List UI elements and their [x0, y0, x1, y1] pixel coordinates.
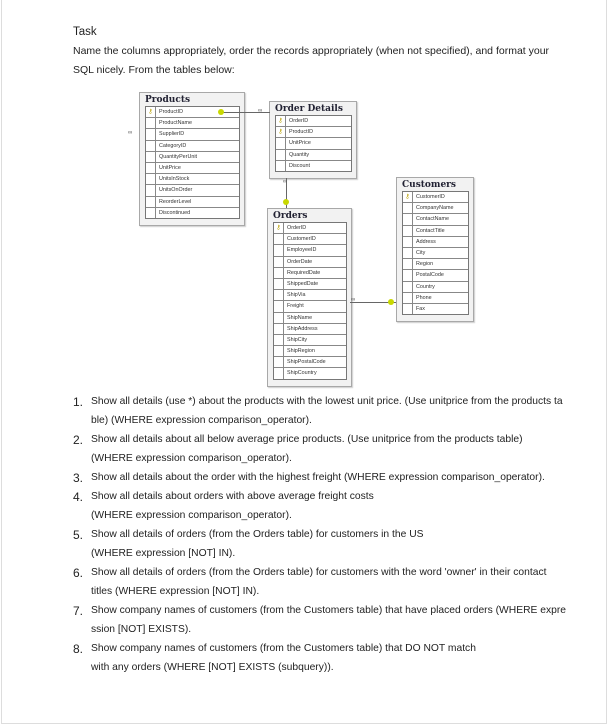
- column-row: [274, 257, 346, 268]
- column-name: OrderID: [289, 118, 309, 124]
- question-text-line: (WHERE expression [NOT] IN).: [91, 548, 236, 559]
- many-connector-icon: ∞: [283, 179, 288, 185]
- column-row: [146, 163, 239, 174]
- column-row: [274, 357, 346, 368]
- column-name: Discount: [289, 162, 310, 169]
- column-name: CustomerID: [416, 194, 445, 200]
- key-connector-icon: [283, 199, 289, 205]
- column-row: [274, 268, 346, 279]
- column-row: [146, 141, 239, 152]
- primary-key-icon: ⚷: [274, 223, 284, 233]
- column-name: ShipCity: [287, 336, 308, 343]
- row-selector: [403, 293, 413, 303]
- orders-table: [267, 208, 352, 387]
- many-connector-icon: ∞: [128, 130, 133, 136]
- row-selector: [274, 301, 284, 311]
- column-row: [146, 129, 239, 140]
- column-row: [146, 185, 239, 196]
- column-row: [274, 368, 346, 378]
- column-row: [403, 192, 468, 203]
- table-title: Orders: [273, 211, 308, 221]
- column-row: [146, 174, 239, 185]
- intro-line-1: Name the columns appropriately, order the records appropriately (when not specified), and format your: [73, 45, 550, 57]
- row-selector: [403, 270, 413, 280]
- row-selector: [403, 203, 413, 213]
- column-name: ContactName: [416, 216, 449, 223]
- column-row: [276, 150, 351, 161]
- row-selector: [146, 129, 156, 139]
- column-row: [403, 214, 468, 225]
- column-row: [403, 282, 468, 293]
- column-name: OrderID: [287, 225, 307, 231]
- column-list: [275, 115, 352, 172]
- row-selector: [403, 226, 413, 236]
- question-number: 5.: [73, 528, 84, 542]
- column-name: City: [416, 249, 426, 256]
- column-row: [274, 324, 346, 335]
- column-row: [274, 234, 346, 245]
- row-selector: [146, 208, 156, 218]
- question-text-line: Show all details of orders (from the Orders table) for customers with the word 'owner' in their contact: [91, 567, 547, 578]
- question-text-line: Show company names of customers (from the Customers table) that DO NOT match: [91, 643, 476, 654]
- column-name: Freight: [287, 303, 304, 310]
- column-row: [274, 335, 346, 346]
- column-name: Country: [416, 283, 435, 290]
- column-name: EmployeeID: [287, 247, 317, 254]
- column-name: ShipRegion: [287, 348, 315, 355]
- row-selector: [146, 118, 156, 128]
- row-selector: [403, 214, 413, 224]
- column-row: [403, 237, 468, 248]
- relation-products-orderdetails: [222, 112, 270, 113]
- column-name: ShipVia: [287, 292, 306, 299]
- column-name: PostalCode: [416, 272, 444, 279]
- order-details-table: [269, 101, 357, 179]
- question-text-line: ssion [NOT] EXISTS).: [91, 624, 192, 635]
- column-row: [276, 116, 351, 127]
- column-name: SupplierID: [159, 131, 185, 138]
- column-name: UnitsOnOrder: [159, 187, 193, 194]
- question-text-line: (WHERE expression comparison_operator).: [91, 453, 292, 464]
- question-text-line: Show all details of orders (from the Orders table) for customers in the US: [91, 529, 424, 540]
- question-text-line: ble) (WHERE expression comparison_operator).: [91, 415, 312, 426]
- key-connector-icon: [218, 109, 224, 115]
- column-name: Fax: [416, 305, 425, 312]
- column-name: ShipAddress: [287, 325, 318, 332]
- column-name: ProductID: [159, 109, 183, 115]
- column-name: ShipCountry: [287, 370, 317, 377]
- column-name: Phone: [416, 294, 432, 301]
- column-list: [145, 106, 240, 219]
- primary-key-icon: ⚷: [146, 107, 156, 117]
- column-row: [274, 245, 346, 256]
- question-number: 8.: [73, 642, 84, 656]
- column-row: [274, 279, 346, 290]
- column-name: CompanyName: [416, 205, 454, 212]
- primary-key-icon: ⚷: [403, 192, 413, 202]
- column-row: [403, 259, 468, 270]
- column-name: CustomerID: [287, 236, 316, 243]
- question-number: 7.: [73, 604, 84, 618]
- primary-key-icon: ⚷: [276, 116, 286, 126]
- column-list: [402, 191, 469, 315]
- column-row: [274, 313, 346, 324]
- column-row: [403, 248, 468, 259]
- question-text-line: Show company names of customers (from the Customers table) that have placed orders (WHERE expre: [91, 605, 566, 616]
- column-row: [146, 208, 239, 218]
- column-name: Address: [416, 238, 436, 245]
- row-selector: [276, 161, 286, 171]
- row-selector: [403, 248, 413, 258]
- question-text-line: (WHERE expression comparison_operator).: [91, 510, 292, 521]
- row-selector: [146, 141, 156, 151]
- row-selector: [274, 368, 284, 378]
- row-selector: [403, 237, 413, 247]
- task-heading: Task: [73, 26, 97, 38]
- column-list: [273, 222, 347, 380]
- row-selector: [274, 346, 284, 356]
- column-name: ShippedDate: [287, 280, 319, 287]
- row-selector: [274, 234, 284, 244]
- column-name: RequiredDate: [287, 269, 321, 276]
- question-text-line: Show all details (use *) about the products with the lowest unit price. (Use unitprice from the products ta: [91, 396, 563, 407]
- question-text-line: Show all details about orders with above average freight costs: [91, 491, 374, 502]
- column-name: Region: [416, 261, 434, 268]
- row-selector: [274, 257, 284, 267]
- question-number: 4.: [73, 490, 84, 504]
- column-name: ShipName: [287, 314, 313, 321]
- column-name: UnitsInStock: [159, 176, 190, 183]
- column-row: [403, 226, 468, 237]
- question-text-line: Show all details about the order with the highest freight (WHERE expression comparison_operator).: [91, 472, 545, 483]
- question-number: 3.: [73, 471, 84, 485]
- question-number: 6.: [73, 566, 84, 580]
- row-selector: [276, 138, 286, 148]
- row-selector: [146, 185, 156, 195]
- intro-line-2: SQL nicely. From the tables below:: [73, 64, 235, 76]
- question-number: 1.: [73, 395, 84, 409]
- row-selector: [274, 357, 284, 367]
- column-name: CategoryID: [159, 142, 187, 149]
- column-name: OrderDate: [287, 258, 313, 265]
- column-row: [403, 270, 468, 281]
- column-name: Quantity: [289, 151, 310, 158]
- primary-key-icon: ⚷: [276, 127, 286, 137]
- column-row: [274, 301, 346, 312]
- row-selector: [274, 335, 284, 345]
- column-row: [276, 138, 351, 149]
- column-row: [276, 161, 351, 171]
- row-selector: [274, 279, 284, 289]
- table-title: Customers: [402, 180, 456, 190]
- question-text-line: Show all details about all below average price products. (Use unitprice from the products table): [91, 434, 523, 445]
- row-selector: [274, 268, 284, 278]
- column-name: ReorderLevel: [159, 198, 192, 205]
- column-name: ProductName: [159, 120, 192, 127]
- column-row: [274, 290, 346, 301]
- row-selector: [274, 313, 284, 323]
- column-row: [146, 152, 239, 163]
- column-name: UnitPrice: [289, 140, 311, 147]
- column-name: QuantityPerUnit: [159, 153, 198, 160]
- many-connector-icon: ∞: [351, 297, 356, 303]
- row-selector: [146, 174, 156, 184]
- question-text-line: titles (WHERE expression [NOT] IN).: [91, 586, 260, 597]
- row-selector: [274, 290, 284, 300]
- table-title: Products: [145, 95, 191, 105]
- customers-table: [396, 177, 474, 322]
- column-row: [276, 127, 351, 138]
- row-selector: [274, 245, 284, 255]
- row-selector: [403, 282, 413, 292]
- row-selector: [276, 150, 286, 160]
- table-title: Order Details: [275, 104, 343, 114]
- row-selector: [403, 304, 413, 314]
- column-row: [403, 203, 468, 214]
- column-name: ProductID: [289, 129, 313, 136]
- row-selector: [274, 324, 284, 334]
- column-row: [403, 293, 468, 304]
- column-row: [403, 304, 468, 314]
- row-selector: [146, 197, 156, 207]
- key-connector-icon: [388, 299, 394, 305]
- column-name: ShipPostalCode: [287, 359, 326, 366]
- question-number: 2.: [73, 433, 84, 447]
- row-selector: [403, 259, 413, 269]
- column-name: ContactTitle: [416, 227, 445, 234]
- column-row: [146, 197, 239, 208]
- row-selector: [146, 152, 156, 162]
- column-name: UnitPrice: [159, 164, 181, 171]
- column-name: Discontinued: [159, 209, 191, 216]
- many-connector-icon: ∞: [258, 108, 263, 114]
- column-row: [146, 118, 239, 129]
- question-text-line: with any orders (WHERE [NOT] EXISTS (subquery)).: [91, 662, 334, 673]
- column-row: [274, 223, 346, 234]
- row-selector: [146, 163, 156, 173]
- column-row: [274, 346, 346, 357]
